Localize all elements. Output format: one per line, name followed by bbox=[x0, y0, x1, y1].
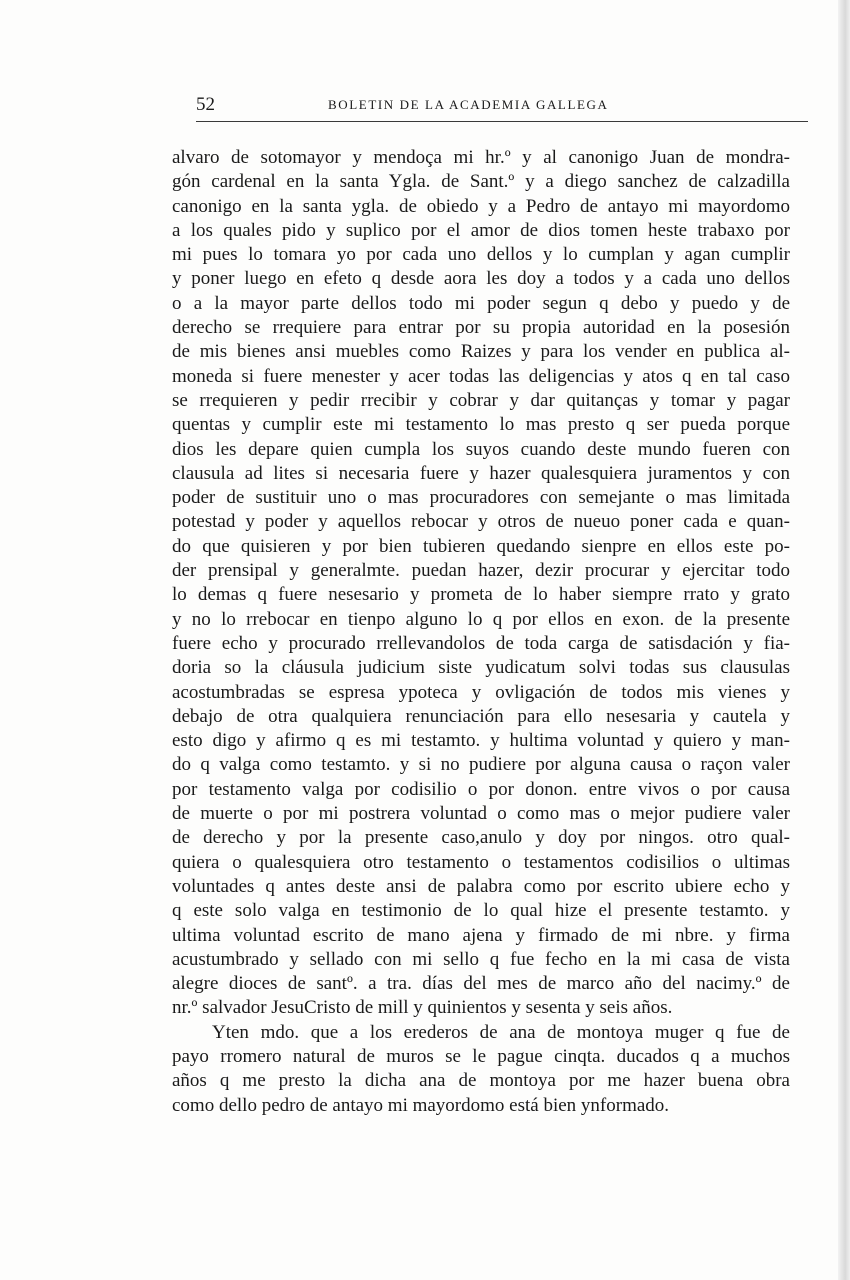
text-line: debajo de otra qualquiera renunciación para ello nesesaria y cautela y bbox=[172, 705, 790, 727]
text-line: o a la mayor parte dellos todo mi poder segun q debo y puedo y de bbox=[172, 292, 790, 314]
text-line: acostumbradas se espresa ypoteca y ovligación de todos mis vienes y bbox=[172, 681, 790, 703]
text-line: derecho se rrequiere para entrar por su propia autoridad en la posesión bbox=[172, 317, 790, 339]
text-line: voluntades q antes deste ansi de palabra como por escrito ubiere echo y bbox=[172, 875, 790, 897]
text-line: de muerte o por mi postrera voluntad o como mas o mejor pudiere valer bbox=[172, 803, 790, 825]
text-line: q este solo valga en testimonio de lo qual hize el presente testamto. y bbox=[172, 900, 790, 922]
text-line: quiera o qualesquiera otro testamento o testamentos codisilios o ultimas bbox=[172, 851, 790, 873]
text-line: potestad y poder y aquellos rebocar y otros de nueuo poner cada e quan- bbox=[172, 511, 790, 533]
text-line: dios les depare quien cumpla los suyos cuando deste mundo fueren con bbox=[172, 438, 790, 460]
text-line: do q valga como testamto. y si no pudiere por alguna causa o raçon valer bbox=[172, 754, 790, 776]
text-line: alvaro de sotomayor y mendoça mi hr.º y al canonigo Juan de mondra- bbox=[172, 147, 790, 168]
page-number: 52 bbox=[196, 94, 215, 115]
text-line: a los quales pido y suplico por el amor de dios tomen heste trabaxo por bbox=[172, 219, 790, 241]
text-line: canonigo en la santa ygla. de obiedo y a Pedro de antayo mi mayordomo bbox=[172, 195, 790, 217]
text-line: doria so la cláusula judicium siste yudicatum solvi todas sus clausulas bbox=[172, 657, 790, 679]
text-line: por testamento valga por codisilio o por donon. entre vivos o por causa bbox=[172, 778, 790, 800]
body-text bbox=[172, 146, 790, 1118]
text-line: fuere echo y procurado rrellevandolos de toda carga de satisdación y fia- bbox=[172, 632, 790, 654]
text-line: nr.º salvador JesuCristo de mill y quinientos y sesenta y seis años. bbox=[172, 997, 673, 1019]
text-line: do que quisieren y por bien tubieren quedando sienpre en ellos este po- bbox=[172, 535, 790, 557]
page-header bbox=[196, 94, 816, 118]
text-line: y poner luego en efeto q desde aora les doy a todos y a cada uno dellos bbox=[172, 268, 790, 290]
text-line: años q me presto la dicha ana de montoya por me hazer buena obra bbox=[172, 1070, 790, 1092]
text-line: se rrequieren y pedir rrecibir y cobrar y dar quitanças y tomar y pagar bbox=[172, 389, 790, 411]
text-line: ultima voluntad escrito de mano ajena y firmado de mi nbre. y firma bbox=[172, 924, 790, 946]
page-edge-shadow bbox=[838, 0, 850, 1280]
running-head: BOLETIN DE LA ACADEMIA GALLEGA bbox=[328, 97, 609, 112]
text-line: de derecho y por la presente caso,anulo y doy por ningos. otro qual- bbox=[172, 827, 790, 849]
paragraph-2 bbox=[172, 1021, 790, 1118]
text-line: der prensipal y generalmte. puedan hazer, dezir procurar y ejercitar todo bbox=[172, 560, 790, 582]
text-line: de mis bienes ansi muebles como Raizes y para los vender en publica al- bbox=[172, 341, 790, 363]
text-line: gón cardenal en la santa Ygla. de Sant.º y a diego sanchez de calzadilla bbox=[172, 171, 790, 193]
text-line: poder de sustituir uno o mas procuradores con semejante o mas limitada bbox=[172, 487, 790, 509]
header-rule bbox=[196, 121, 808, 122]
text-line: clausula ad lites si necesaria fuere y hazer qualesquiera juramentos y con bbox=[172, 462, 790, 484]
text-line: Yten mdo. que a los erederos de ana de montoya muger q fue de bbox=[212, 1021, 790, 1043]
text-line: payo rromero natural de muros se le pague cinqta. ducados q a muchos bbox=[172, 1045, 790, 1067]
text-line: como dello pedro de antayo mi mayordomo está bien ynformado. bbox=[172, 1094, 670, 1116]
text-line: mi pues lo tomara yo por cada uno dellos y lo cumplan y agan cumplir bbox=[172, 244, 790, 266]
text-line: esto digo y afirmo q es mi testamto. y hultima voluntad y quiero y man- bbox=[172, 730, 790, 752]
paragraph-1 bbox=[172, 146, 790, 1021]
text-line: alegre dioces de santº. a tra. días del mes de marco año del nacimy.º de bbox=[172, 973, 790, 995]
text-line: acustumbrado y sellado con mi sello q fue fecho en la mi casa de vista bbox=[172, 948, 790, 970]
text-line: lo demas q fuere nesesario y prometa de lo haber siempre rrato y grato bbox=[172, 584, 790, 606]
text-line: quentas y cumplir este mi testamento lo mas presto q ser pueda porque bbox=[172, 414, 790, 436]
text-line: moneda si fuere menester y acer todas las deligencias y atos q en tal caso bbox=[172, 365, 790, 387]
text-line: y no lo rrebocar en tienpo alguno lo q por ellos en exon. de la presente bbox=[172, 608, 790, 630]
